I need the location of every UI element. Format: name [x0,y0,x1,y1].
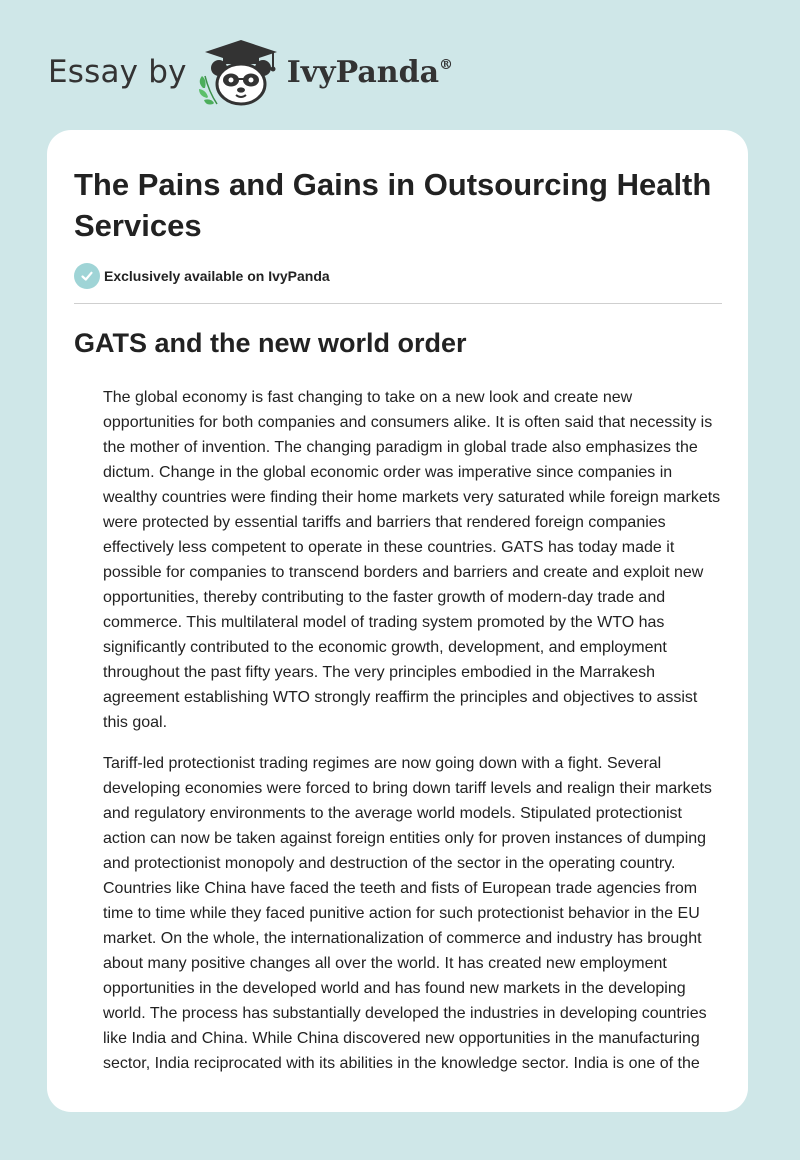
essay-card [47,130,748,1112]
text-line: Countries like China have faced the teeth and fists of European trade agencies from [103,880,698,897]
text-line: and protectionist monopoly and destruction of the sector in the operating country. [103,855,676,872]
paragraph-2 [74,751,722,1076]
text-line: commerce. This multilateral model of trading system promoted by the WTO has [103,614,665,631]
text-line: The global economy is fast changing to take on a new look and create new [103,389,633,406]
text-line: sector, India reciprocated with its abilities in the knowledge sector. India is one of the [103,1055,700,1072]
paragraph-1 [74,385,722,735]
text-line: about many positive changes all over the world. It has created new employment [103,955,667,972]
text-line: market. On the whole, the internationalization of commerce and industry has brought [103,930,702,947]
text-line: this goal. [103,714,168,731]
site-header [48,36,453,108]
text-line: possible for companies to transcend borders and barriers and create and exploit new [103,564,704,581]
check-icon [74,263,100,289]
section-heading: GATS and the new world order [74,328,467,358]
text-line: Tariff-led protectionist trading regimes are now going down with a fight. Several [103,755,662,772]
text-line: developing economies were forced to bring down tariff levels and realign their markets [103,780,712,797]
text-line: opportunities, thereby contributing to the faster growth of modern-day trade and [103,589,666,606]
essay-by-label: Essay by [48,54,187,90]
text-line: effectively less competent to operate in these countries. GATS has today made it [103,539,675,556]
text-line: throughout the past fifty years. The very principles embodied in the Marrakesh [103,664,655,681]
text-line: significantly contributed to the economic growth, development, and employment [103,639,667,656]
exclusive-badge [74,263,330,289]
text-line: like India and China. While China discovered new opportunities in the manufacturing [103,1030,700,1047]
text-line: and regulatory environments to the average world models. Stipulated protectionist [103,805,682,822]
text-line: action can now be taken against foreign entities only for proven instances of dumping [103,830,707,847]
text-line: wealthy countries were finding their home markets very saturated while foreign markets [103,489,721,506]
text-line: opportunities in the developed world and has found new markets in the developing [103,980,686,997]
divider [74,303,722,304]
text-line: opportunities for both companies and consumers alike. It is often said that necessity is [103,414,713,431]
text-line: time to time while they faced punitive action for such protectionist behavior in the EU [103,905,700,922]
text-line: world. The process has substantially developed the industries in developing countries [103,1005,707,1022]
exclusive-label: Exclusively available on IvyPanda [104,268,330,284]
brand-name[interactable]: IvyPanda® [286,54,454,90]
essay-body [74,385,722,1092]
text-line: agreement establishing WTO strongly reaffirm the principles and objectives to assist [103,689,698,706]
essay-title: The Pains and Gains in Outsourcing Health Services [74,167,712,243]
panda-graduate-icon[interactable] [193,36,285,108]
text-line: were protected by essential tariffs and barriers that rendered foreign companies [103,514,666,531]
text-line: dictum. Change in the global economic order was imperative since companies in [103,464,673,481]
registered-mark: ® [439,56,454,73]
text-line: the mother of invention. The changing paradigm in global trade also emphasizes the [103,439,698,456]
